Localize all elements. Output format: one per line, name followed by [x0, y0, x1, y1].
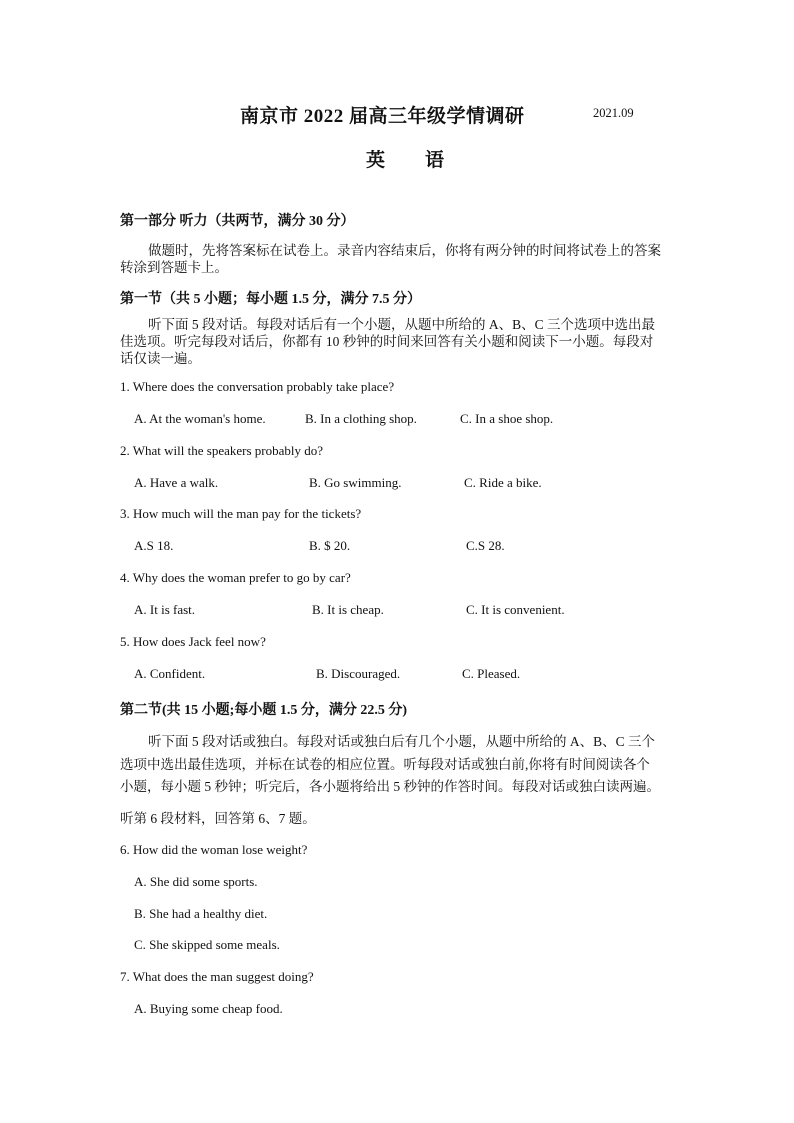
section2-instructions-line2: 选项中选出最佳选项，并标在试卷的相应位置。听每段对话或独白前,你将有时间阅读各个	[120, 757, 650, 772]
section2-heading: 第二节(共 15 小题;每小题 1.5 分，满分 22.5 分)	[120, 703, 407, 718]
option-a: A. At the woman's home.	[134, 411, 266, 426]
option-c: C. She skipped some meals.	[134, 937, 280, 952]
option-a: A. Have a walk.	[134, 475, 219, 490]
question-stem: 6. How did the woman lose weight?	[120, 842, 308, 857]
section1-instructions-line3: 话仅读一遍。	[120, 351, 201, 366]
question-stem: 5. How does Jack feel now?	[120, 634, 266, 649]
section1-heading: 第一节（共 5 小题；每小题 1.5 分，满分 7.5 分）	[120, 292, 421, 307]
option-b: B. She had a healthy diet.	[134, 906, 268, 921]
section1-instructions-line2: 佳选项。听完每段对话后，你都有 10 秒钟的时间来回答有关小题和阅读下一小题。每段对	[120, 334, 654, 349]
option-c: C. Pleased.	[462, 666, 521, 681]
option-b: B. Discouraged.	[316, 666, 401, 681]
part1-instructions-line1: 做题时，先将答案标在试卷上。录音内容结束后，你将有两分钟的时间将试卷上的答案	[148, 243, 661, 258]
option-c: C. It is convenient.	[466, 602, 565, 617]
option-c: C. In a shoe shop.	[460, 411, 554, 426]
material-note: 听第 6 段材料，回答第 6、7 题。	[120, 811, 316, 826]
option-a: A.S 18.	[134, 538, 174, 553]
subject-char-1: 英	[366, 150, 386, 171]
section2-instructions-line3: 小题，每小题 5 秒钟；听完后，各小题将给出 5 秒钟的作答时间。每段对话或独白读两遍。	[120, 779, 660, 794]
option-a: A. She did some sports.	[134, 874, 258, 889]
option-c: C. Ride a bike.	[464, 475, 542, 490]
option-b: B. Go swimming.	[309, 475, 402, 490]
subject-char-2: 语	[425, 150, 445, 171]
option-b: B. $ 20.	[309, 538, 351, 553]
part1-instructions-line2: 转涂到答题卡上。	[120, 260, 228, 275]
part1-heading: 第一部分 听力（共两节，满分 30 分）	[120, 214, 355, 229]
exam-title: 南京市 2022 届高三年级学情调研	[240, 106, 525, 127]
question-stem: 1. Where does the conversation probably take place?	[120, 379, 395, 394]
question-stem: 4. Why does the woman prefer to go by car?	[120, 570, 351, 585]
section2-instructions-line1: 听下面 5 段对话或独白。每段对话或独白后有几个小题，从题中所给的 A、B、C 三个	[148, 734, 656, 749]
option-a: A. Buying some cheap food.	[134, 1001, 283, 1016]
section1-instructions-line1: 听下面 5 段对话。每段对话后有一个小题，从题中所给的 A、B、C 三个选项中选出最	[148, 317, 656, 332]
option-a: A. Confident.	[134, 666, 206, 681]
option-a: A. It is fast.	[134, 602, 196, 617]
question-stem: 7. What does the man suggest doing?	[120, 969, 314, 984]
option-c: C.S 28.	[466, 538, 505, 553]
question-stem: 2. What will the speakers probably do?	[120, 443, 324, 458]
option-b: B. In a clothing shop.	[305, 411, 417, 426]
exam-date: 2021.09	[593, 106, 634, 120]
question-stem: 3. How much will the man pay for the tickets?	[120, 506, 362, 521]
option-b: B. It is cheap.	[312, 602, 384, 617]
